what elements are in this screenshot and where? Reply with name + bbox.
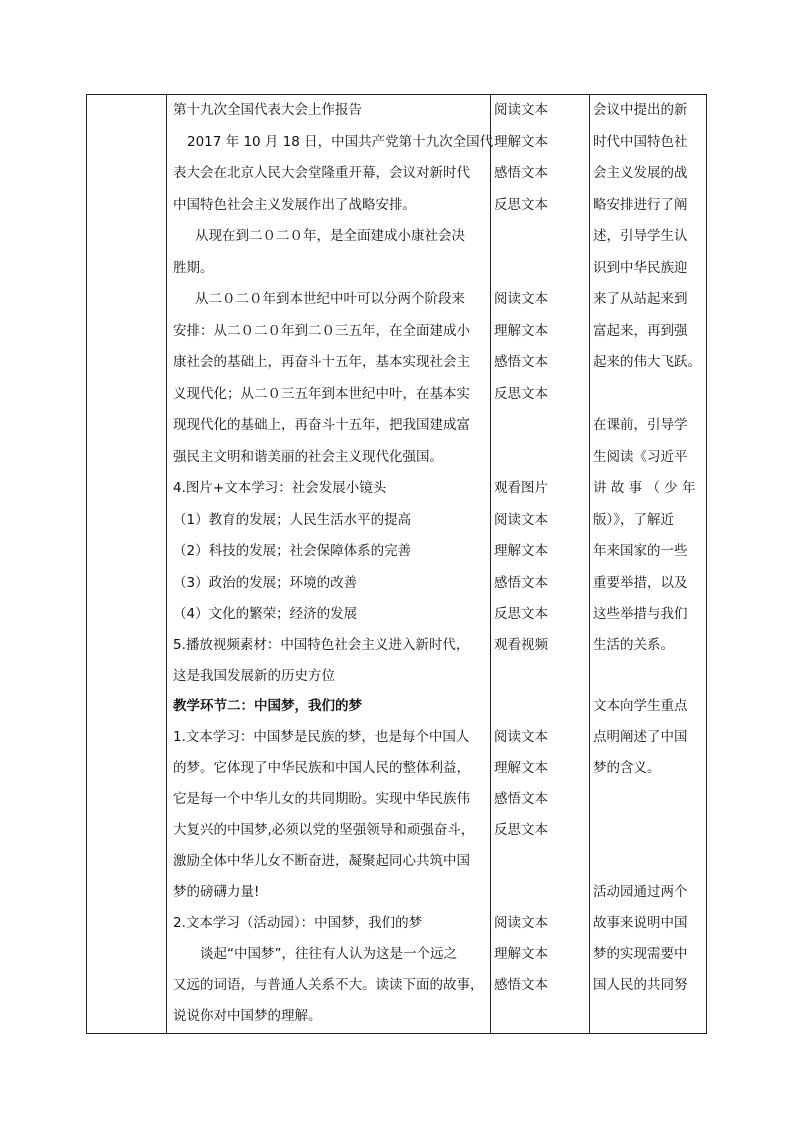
intent-line: 梦的实现需要中 [593,946,688,962]
method-item: 阅读文本 [494,291,548,307]
method-item: 反思文本 [494,606,548,622]
intent-line: 识到中华民族迎 [593,260,688,276]
content-line: 激励全体中华儿女不断奋进，凝聚起同心共筑中国 [173,853,470,869]
content-line: 第十九次全国代表大会上作报告 [173,102,362,118]
intent-line: 年来国家的一些 [593,543,688,559]
method-item: 理解文本 [494,543,548,559]
content-line: 中国特色社会主义发展作出了战略安排。 [173,197,416,213]
method-item: 理解文本 [494,134,548,150]
intent-line: 故事来说明中国 [593,915,688,931]
content-line: 现现代化的基础上，再奋斗十五年，把我国建成富 [173,417,470,433]
content-line: 1.文本学习：中国梦是民族的梦，也是每个中国人 [173,729,470,745]
method-item: 感悟文本 [494,354,548,370]
method-item: 反思文本 [494,386,548,402]
method-item: 反思文本 [494,197,548,213]
method-item: 观看图片 [494,480,548,496]
intent-line: 来了从站起来到 [593,291,688,307]
intent-line: 略安排进行了阐 [593,197,688,213]
content-line: 2.文本学习（活动园）：中国梦，我们的梦 [173,915,423,931]
content-line: （4）文化的繁荣；经济的发展 [173,606,358,622]
intent-line: 生活的关系。 [593,637,674,653]
content-line: 表大会在北京人民大会堂隆重开幕，会议对新时代 [173,165,470,181]
method-item: 理解文本 [494,760,548,776]
intent-line: 点明阐述了中国 [593,729,688,745]
intent-line: 起来的伟大飞跃。 [593,354,701,370]
intent-line: 会议中提出的新 [593,102,688,118]
intent-line: 文本向学生重点 [593,698,688,714]
column-divider-1 [166,94,167,1034]
content-line: 又远的词语，与普通人关系不大。读读下面的故事， [173,977,484,993]
intent-line: 这些举措与我们 [593,606,688,622]
method-item: 感悟文本 [494,791,548,807]
method-item: 反思文本 [494,822,548,838]
method-item: 感悟文本 [494,165,548,181]
method-item: 观看视频 [494,637,548,653]
intent-line: 活动园通过两个 [593,884,688,900]
content-line: 2017 年 10 月 18 日，中国共产党第十九次全国代 [187,134,494,150]
content-line: 它是每一个中华儿女的共同期盼。实现中华民族伟 [173,791,470,807]
intent-line: 国人民的共同努 [593,977,688,993]
intent-line: 重要举措，以及 [593,575,688,591]
content-line: 5.播放视频素材：中国特色社会主义进入新时代， [173,637,470,653]
method-item: 感悟文本 [494,575,548,591]
intent-line: 在课前，引导学 [593,417,688,433]
intent-line: 富起来，再到强 [593,323,688,339]
intent-line: 生阅读《习近平 [593,449,688,465]
content-line: 从二０二０年到本世纪中叶可以分两个阶段来 [195,291,465,307]
content-line: 安排：从二０二０年到二０三五年，在全面建成小 [173,323,470,339]
method-item: 理解文本 [494,946,548,962]
intent-line: 述，引导学生认 [593,228,688,244]
intent-line: 讲 故 事 （ 少 年 [593,480,696,496]
content-line: 说说你对中国梦的理解。 [173,1008,322,1024]
content-line: 胜期。 [173,260,214,276]
intent-line: 梦的含义。 [593,760,661,776]
content-line: 这是我国发展新的历史方位 [173,668,335,684]
content-line: （2）科技的发展；社会保障体系的完善 [173,543,412,559]
method-item: 阅读文本 [494,915,548,931]
content-line: （3）政治的发展；环境的改善 [173,575,358,591]
content-line: （1）教育的发展；人民生活水平的提高 [173,512,412,528]
content-line: 4.图片+文本学习：社会发展小镜头 [173,480,387,496]
method-item: 理解文本 [494,323,548,339]
content-line: 大复兴的中国梦,必须以党的坚强领导和顽强奋斗， [173,822,475,838]
intent-column [593,94,707,1034]
content-line: 从现在到二０二０年，是全面建成小康社会决 [195,228,465,244]
method-item: 阅读文本 [494,729,548,745]
method-item: 阅读文本 [494,102,548,118]
content-line: 谈起“中国梦”，往往有人认为这是一个远之 [200,946,457,962]
content-line: 梦的磅礴力量! [173,884,260,900]
content-line: 康社会的基础上，再奋斗十五年，基本实现社会主 [173,354,470,370]
content-column [173,94,494,1034]
section-heading: 教学环节二：中国梦，我们的梦 [173,698,362,714]
intent-line: 会主义发展的战 [593,165,688,181]
lesson-table [86,94,707,1034]
intent-line: 版）》，了解近 [593,512,674,528]
method-column [494,94,590,1034]
method-item: 感悟文本 [494,977,548,993]
content-line: 强民主文明和谐美丽的社会主义现代化强国。 [173,449,443,465]
intent-line: 时代中国特色社 [593,134,688,150]
content-line: 的梦。它体现了中华民族和中国人民的整体利益， [173,760,470,776]
content-line: 义现代化；从二０三五年到本世纪中叶，在基本实 [173,386,470,402]
method-item: 阅读文本 [494,512,548,528]
